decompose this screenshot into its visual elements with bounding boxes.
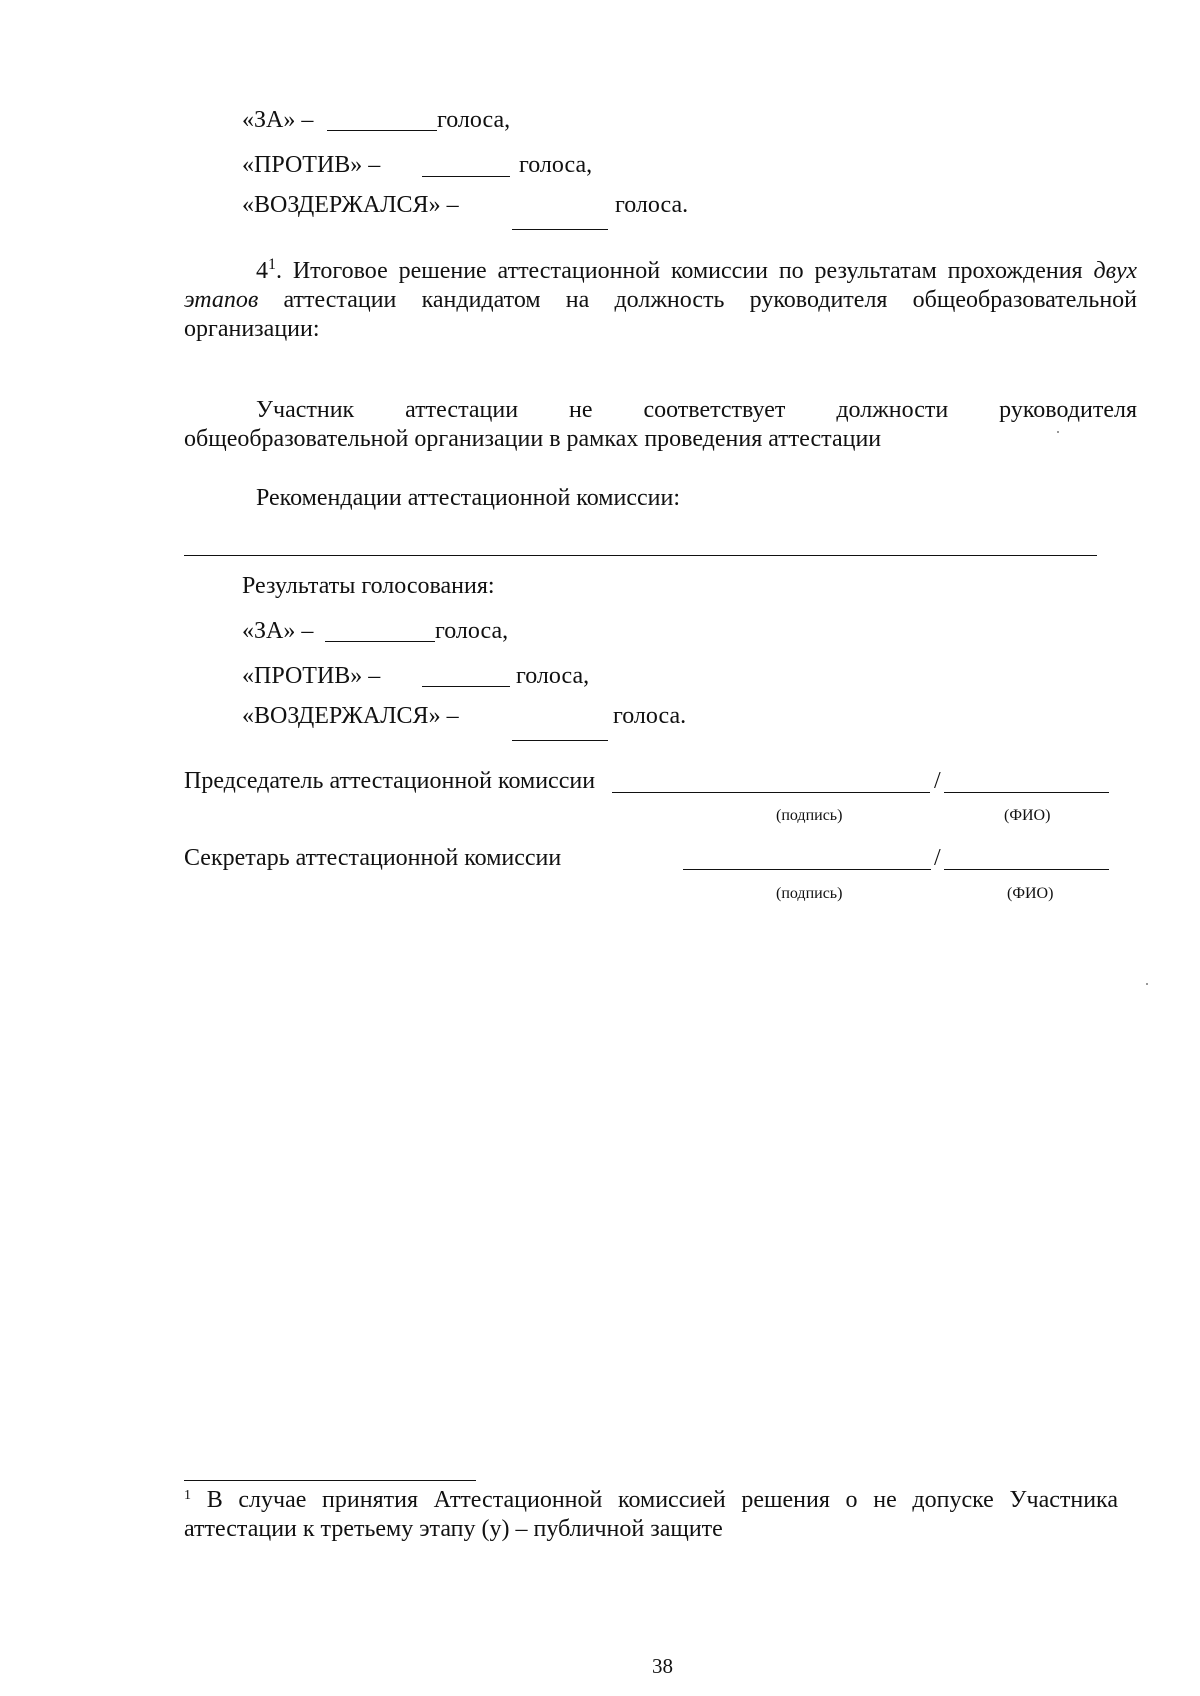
vote2-vozd-blank [512,740,608,741]
chairman-label: Председатель аттестационной комиссии [184,768,596,794]
item-number: 4 [256,258,268,284]
item-text-italic: двух этапов [184,258,1137,313]
recommendations-line [184,555,1097,556]
item-superscript: 1 [268,256,276,273]
chairman-separator: / [934,768,941,794]
scan-speck [1146,983,1148,985]
footnote-separator [184,1480,476,1481]
vote-za-suffix: голоса, [437,107,511,133]
vote2-protiv-suffix: голоса, [516,663,590,689]
recommendations-label: Рекомендации аттестационной комиссии: [256,485,680,511]
vote-za-label: «ЗА» – [242,107,314,133]
vote2-za-blank [325,641,435,642]
secretary-name-line [944,869,1109,870]
footnote-text: В случае принятия Аттестационной комиссией решения о не допуске Участника аттестации к третьему этапу (у) – публичной защите [184,1487,1119,1542]
vote2-za-suffix: голоса, [435,618,509,644]
vote-protiv-blank [422,176,510,177]
vote2-vozd-label: «ВОЗДЕРЖАЛСЯ» – [242,703,459,729]
footnote-marker: 1 [184,1488,191,1503]
chairman-name-caption: (ФИО) [1004,807,1051,824]
vote-za-blank [327,130,437,131]
secretary-label: Секретарь аттестационной комиссии [184,845,562,871]
chairman-signature-caption: (подпись) [776,807,843,824]
secretary-signature-caption: (подпись) [776,885,843,902]
secretary-signature-line [683,869,931,870]
item-text-start: . Итоговое решение аттестационной комиссии по результатам прохождения [276,258,1083,284]
vote-vozd-blank [512,229,608,230]
vote2-za-label: «ЗА» – [242,618,314,644]
secretary-name-caption: (ФИО) [1007,885,1054,902]
vote-vozd-suffix: голоса. [615,192,689,218]
participant-statement: Участник аттестации не соответствует должности руководителя общеобразовательной организации в рамках проведения аттестации [184,397,1137,452]
vote-vozd-label: «ВОЗДЕРЖАЛСЯ» – [242,192,459,218]
chairman-name-line [944,792,1109,793]
scan-speck [1057,431,1059,433]
voting-results-label: Результаты голосования: [242,573,495,599]
item-text-end: аттестации кандидатом на должность руководителя общеобразовательной организации: [184,287,1138,342]
item-4-1-paragraph [184,257,1137,344]
vote-protiv-suffix: голоса, [519,152,593,178]
vote2-vozd-suffix: голоса. [613,703,687,729]
page-number: 38 [652,1654,673,1678]
vote-protiv-label: «ПРОТИВ» – [242,152,381,178]
chairman-signature-line [612,792,930,793]
vote2-protiv-label: «ПРОТИВ» – [242,663,381,689]
footnote [184,1486,1118,1544]
vote2-protiv-blank [422,686,510,687]
secretary-separator: / [934,845,941,871]
